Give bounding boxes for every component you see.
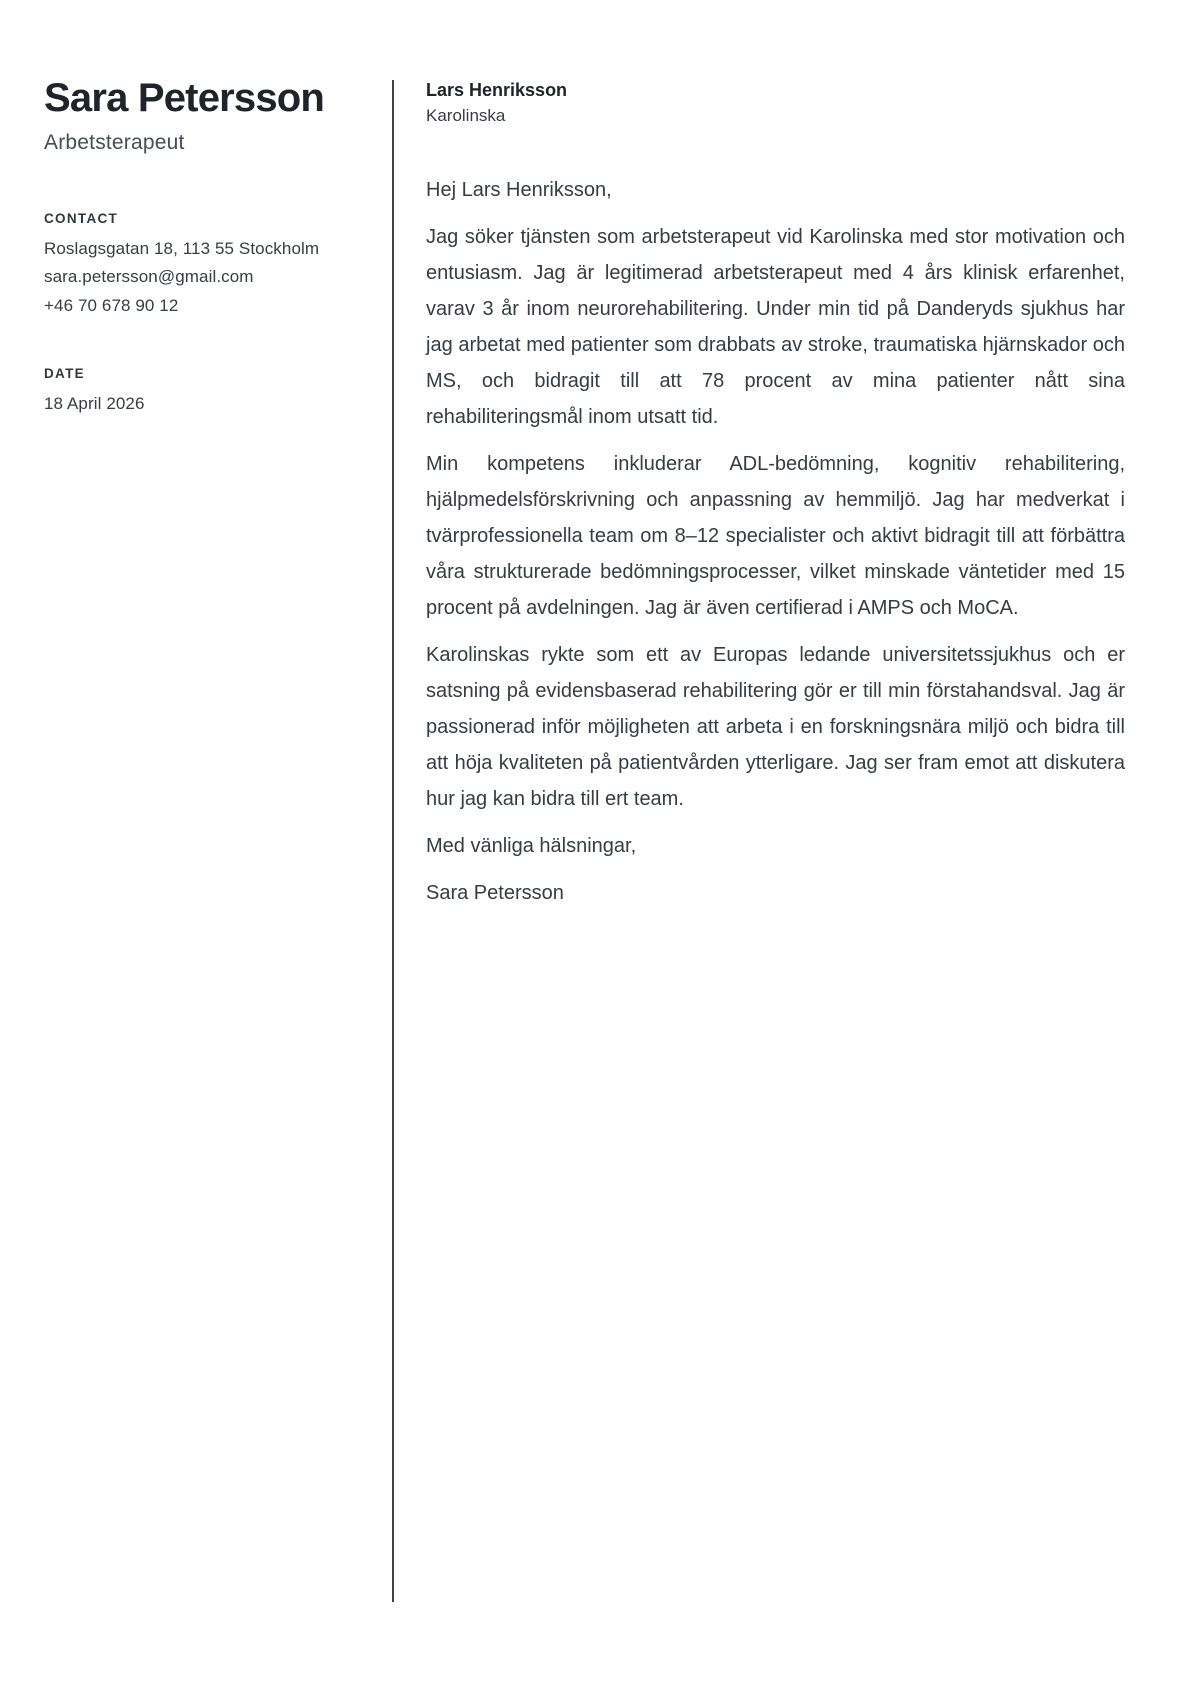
letter-body <box>426 172 1125 911</box>
contact-section-label: CONTACT <box>44 210 119 226</box>
recipient-name: Lars Henriksson <box>426 80 568 100</box>
date-value: 18 April 2026 <box>44 394 145 414</box>
letter-closing: Med vänliga hälsningar, <box>426 835 637 857</box>
letter-greeting: Hej Lars Henriksson, <box>426 179 612 201</box>
letter-paragraph-3: Karolinskas rykte som ett av Europas ledande universitetssjukhus och er satsning på evidensbaserad rehabilitering gör er till min förstahandsval. Jag är passionerad inför möjligheten att arbeta i en forskningsnära miljö och bidra till att höja kvaliteten på patientvården ytterligare. Jag ser fram emot att diskutera hur jag kan bidra till ert team. <box>426 644 1125 810</box>
letter-content <box>426 78 1125 922</box>
letter-paragraph-2: Min kompetens inkluderar ADL-bedömning, kognitiv rehabilitering, hjälpmedelsförskrivning och anpassning av hemmiljö. Jag har medverkat i tvärprofessionella team om 8–12 specialister och aktivt bidragit till att förbättra våra strukturerade bedömningsprocesser, vilket minskade väntetider med 15 procent på avdelningen. Jag är även certifierad i AMPS och MoCA. <box>426 453 1125 619</box>
sidebar-divider <box>392 80 394 1602</box>
date-details <box>44 390 344 419</box>
date-section-label: DATE <box>44 366 85 382</box>
person-name: Sara Petersson <box>44 76 325 120</box>
contact-phone: +46 70 678 90 12 <box>44 295 179 315</box>
recipient-organization: Karolinska <box>426 106 506 125</box>
sidebar <box>44 76 344 419</box>
person-title: Arbetsterapeut <box>44 130 185 154</box>
letter-signature: Sara Petersson <box>426 882 564 904</box>
recipient-block <box>426 78 1125 130</box>
contact-email: sara.petersson@gmail.com <box>44 267 254 287</box>
letter-paragraph-1: Jag söker tjänsten som arbetsterapeut vid Karolinska med stor motivation och entusiasm. Jag är legitimerad arbetsterapeut med 4 års klinisk erfarenhet, varav 3 år inom neurorehabilitering. Under min tid på Danderyds sjukhus har jag arbetat med patienter som drabbats av stroke, traumatiska hjärnskador och MS, och bidragit till att 78 procent av mina patienter nått sina rehabiliteringsmål inom utsatt tid. <box>426 226 1125 428</box>
contact-details <box>44 235 344 321</box>
contact-address: Roslagsgatan 18, 113 55 Stockholm <box>44 238 320 258</box>
